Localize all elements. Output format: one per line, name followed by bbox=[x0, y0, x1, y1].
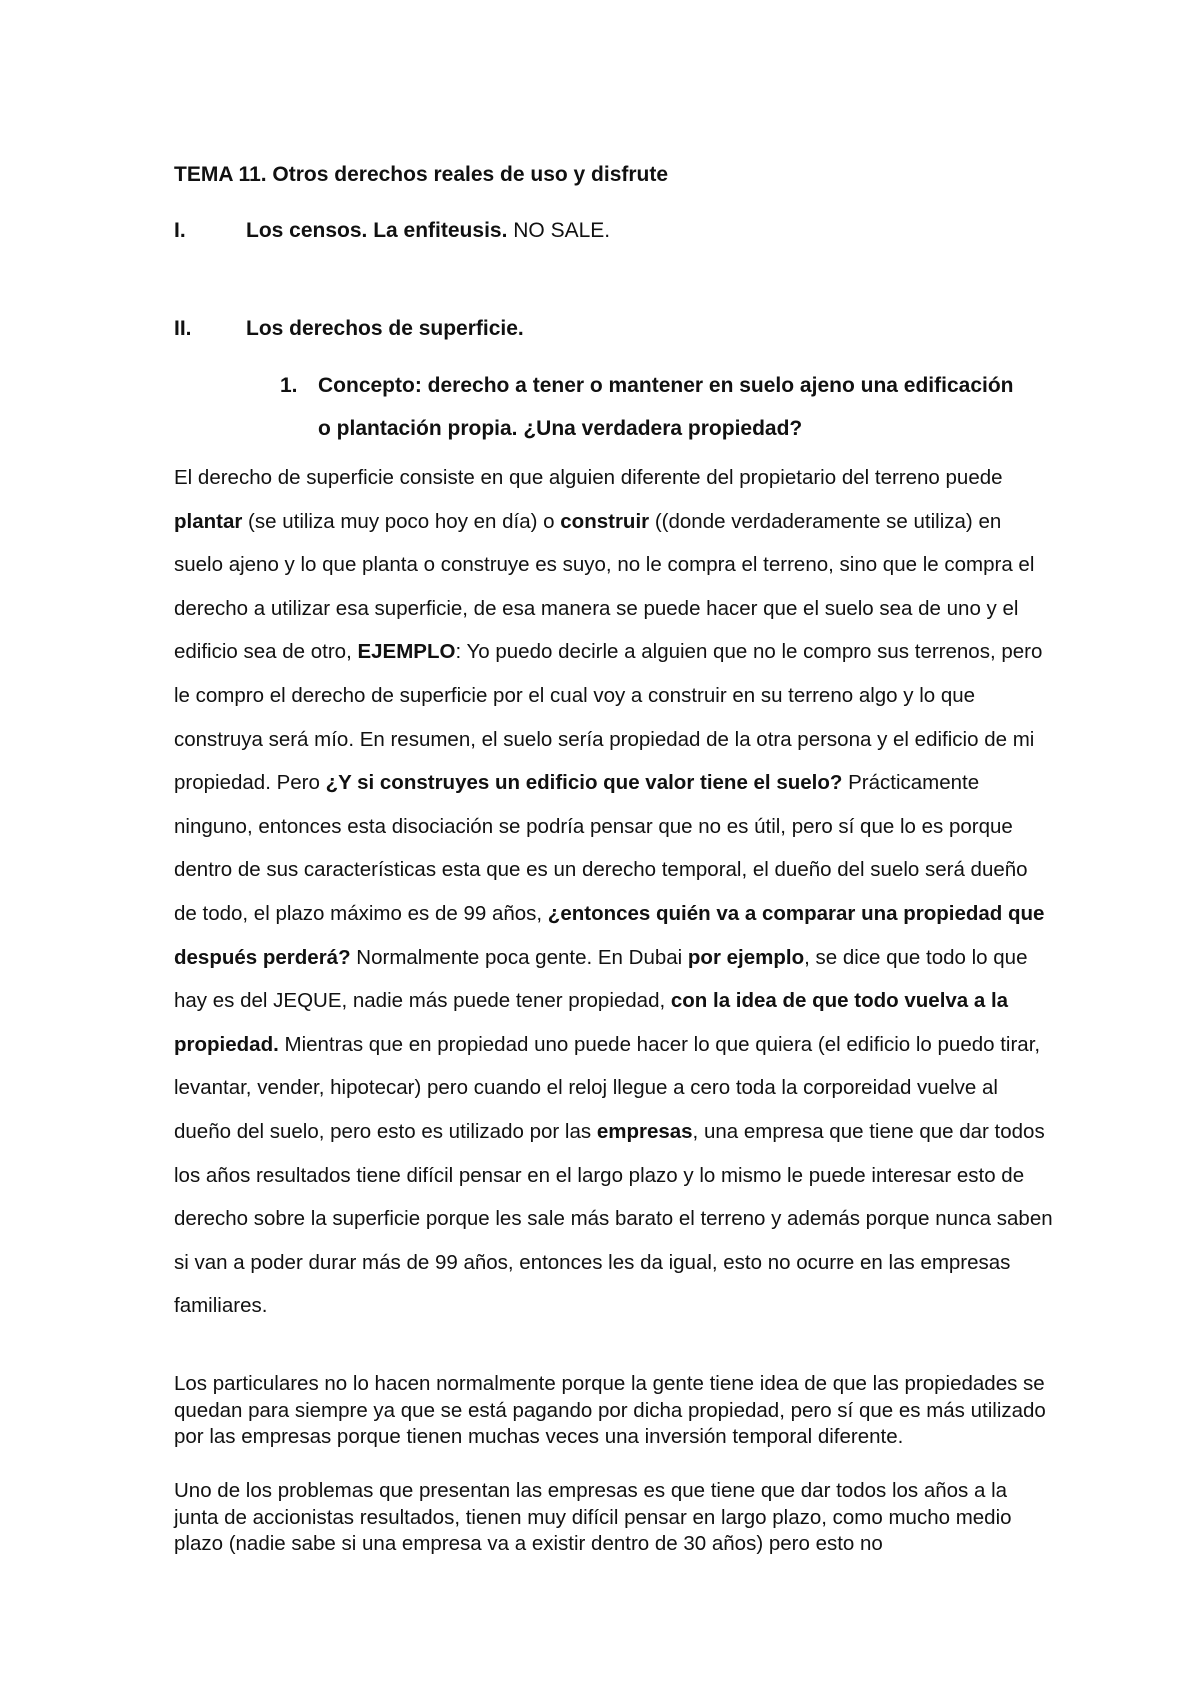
section-heading-1 bbox=[174, 214, 1054, 248]
section-heading-2 bbox=[174, 312, 1054, 346]
bold-run: con la idea de que todo vuelva a la propiedad. bbox=[174, 989, 1009, 1056]
bold-run: por ejemplo bbox=[687, 945, 805, 969]
subsection-title-line1: Concepto: derecho a tener o mantener en suelo ajeno una edificación bbox=[318, 374, 1014, 397]
text-run: , se dice que todo lo que hay es del JEQUE, nadie más puede tener propiedad, bbox=[174, 945, 1028, 1013]
section-title: Los derechos de superficie. bbox=[246, 317, 524, 340]
bold-run: empresas bbox=[596, 1119, 693, 1143]
bold-run: plantar bbox=[174, 509, 243, 533]
section-title: Los censos. La enfiteusis. bbox=[246, 219, 508, 242]
text-run: : Yo puedo decirle a alguien que no le compro sus terrenos, pero le compro el derecho de superficie por el cual voy a construir en su terreno algo y lo que construya será mío. En resumen, el suelo sería propiedad de la otra persona y el edificio de mi propiedad. Pero bbox=[174, 640, 1043, 795]
text-run: ((donde verdaderamente se utiliza) en suelo ajeno y lo que planta o construye es suyo, no le compra el terreno, sino que le compra el derecho a utilizar esa superficie, de esa manera se puede hacer que el suelo sea de uno y el edificio sea de otro, bbox=[174, 509, 1035, 664]
paragraph-problemas-empresas: Uno de los problemas que presentan las empresas es que tiene que dar todos los años a la junta de accionistas resultados, tienen muy difícil pensar en largo plazo, como mucho medio plazo (nadie sabe si una empresa va a existir dentro de 30 años) pero esto no bbox=[174, 1479, 1012, 1555]
paragraph-particulares: Los particulares no lo hacen normalmente porque la gente tiene idea de que las propiedades se quedan para siempre ya que se está pagando por dicha propiedad, pero sí que es más utilizado por las empresas porque tienen muchas veces una inversión temporal diferente. bbox=[174, 1372, 1046, 1448]
subsection-number: 1. bbox=[280, 374, 298, 397]
section-number: I. bbox=[174, 219, 186, 242]
text-run: Mientras que en propiedad uno puede hacer lo que quiera (el edificio lo puedo tirar, levantar, vender, hipotecar) pero cuando el reloj llegue a cero toda la corporeidad vuelve al dueño del suelo, pero esto es utilizado por las bbox=[174, 1032, 1041, 1143]
text-run: Normalmente poca gente. En Dubai bbox=[350, 945, 688, 969]
bold-run: ¿Y si construyes un edificio que valor tiene el suelo? bbox=[325, 771, 843, 795]
bold-run: EJEMPLO bbox=[357, 640, 456, 664]
paragraph-definition bbox=[174, 456, 1054, 1328]
bold-run: construir bbox=[560, 509, 650, 533]
subsection-title-line2: o plantación propia. ¿Una verdadera propiedad? bbox=[318, 417, 803, 440]
text-run: El derecho de superficie consiste en que alguien diferente del propietario del terreno puede bbox=[174, 466, 1003, 489]
text-run: , una empresa que tiene que dar todos los años resultados tiene difícil pensar en el largo plazo y lo mismo le puede interesar esto de derecho sobre la superficie porque les sale más barato el terreno y además porque nunca saben si van a poder durar más de 99 años, entonces les da igual, esto no ocurre en las empresas familiares. bbox=[174, 1119, 1053, 1318]
document-title: TEMA 11. Otros derechos reales de uso y disfrute bbox=[174, 163, 669, 186]
text-run: Prácticamente ninguno, entonces esta disociación se podría pensar que no es útil, pero sí que lo es porque dentro de sus características esta que es un derecho temporal, el dueño del suelo será dueño de todo, el plazo máximo es de 99 años, bbox=[174, 771, 1028, 925]
bold-run: ¿entonces quién va a comparar una propiedad que después perderá? bbox=[174, 901, 1045, 969]
text-run: (se utiliza muy poco hoy en día) o bbox=[242, 509, 561, 533]
section-note: NO SALE. bbox=[507, 219, 611, 242]
section-number: II. bbox=[174, 317, 192, 340]
subsection-heading-1 bbox=[280, 364, 1060, 450]
